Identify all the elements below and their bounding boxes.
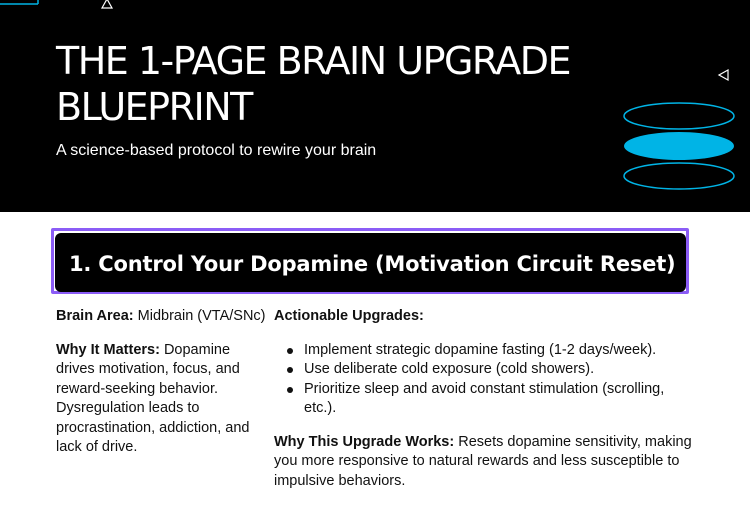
brain-area-label: Brain Area: (56, 308, 134, 324)
stacked-ellipses-graphic (621, 101, 737, 193)
list-item: Implement strategic dopamine fasting (1-2 days/week). (274, 341, 694, 361)
brain-area-value: Midbrain (VTA/SNc) (137, 308, 266, 324)
upgrades-list (274, 341, 694, 419)
brain-area-row (56, 307, 266, 327)
why-matters-text: Dopamine drives motivation, focus, and reward-seeking behavior. Dysregulation leads to procrastination, addiction, and lack of drive. (56, 341, 250, 455)
why-matters-label: Why It Matters: (56, 341, 160, 358)
why-matters-paragraph (56, 341, 266, 458)
left-column (56, 307, 266, 472)
section-title: 1. Control Your Dopamine (Motivation Circuit Reset) (69, 252, 676, 276)
why-works-label: Why This Upgrade Works: (274, 433, 455, 450)
why-works-paragraph (274, 433, 694, 492)
page-subtitle: A science-based protocol to rewire your brain (56, 142, 377, 159)
corner-bracket-icon (0, 0, 40, 10)
triangle-outline-icon (717, 68, 731, 82)
list-item: Prioritize sleep and avoid constant stimulation (scrolling, etc.). (274, 380, 694, 419)
why-works-text: Resets dopamine sensitivity, making you more responsive to natural rewards and less susceptible to impulsive behaviors. (274, 433, 692, 489)
actionable-upgrades-heading: Actionable Upgrades: (274, 308, 424, 324)
right-column (274, 307, 694, 505)
page-title: THE 1-PAGE BRAIN UPGRADE BLUEPRINT (56, 39, 571, 129)
triangle-outline-icon (100, 0, 114, 10)
list-item: Use deliberate cold exposure (cold showers). (274, 360, 694, 380)
hero-banner (0, 0, 750, 212)
